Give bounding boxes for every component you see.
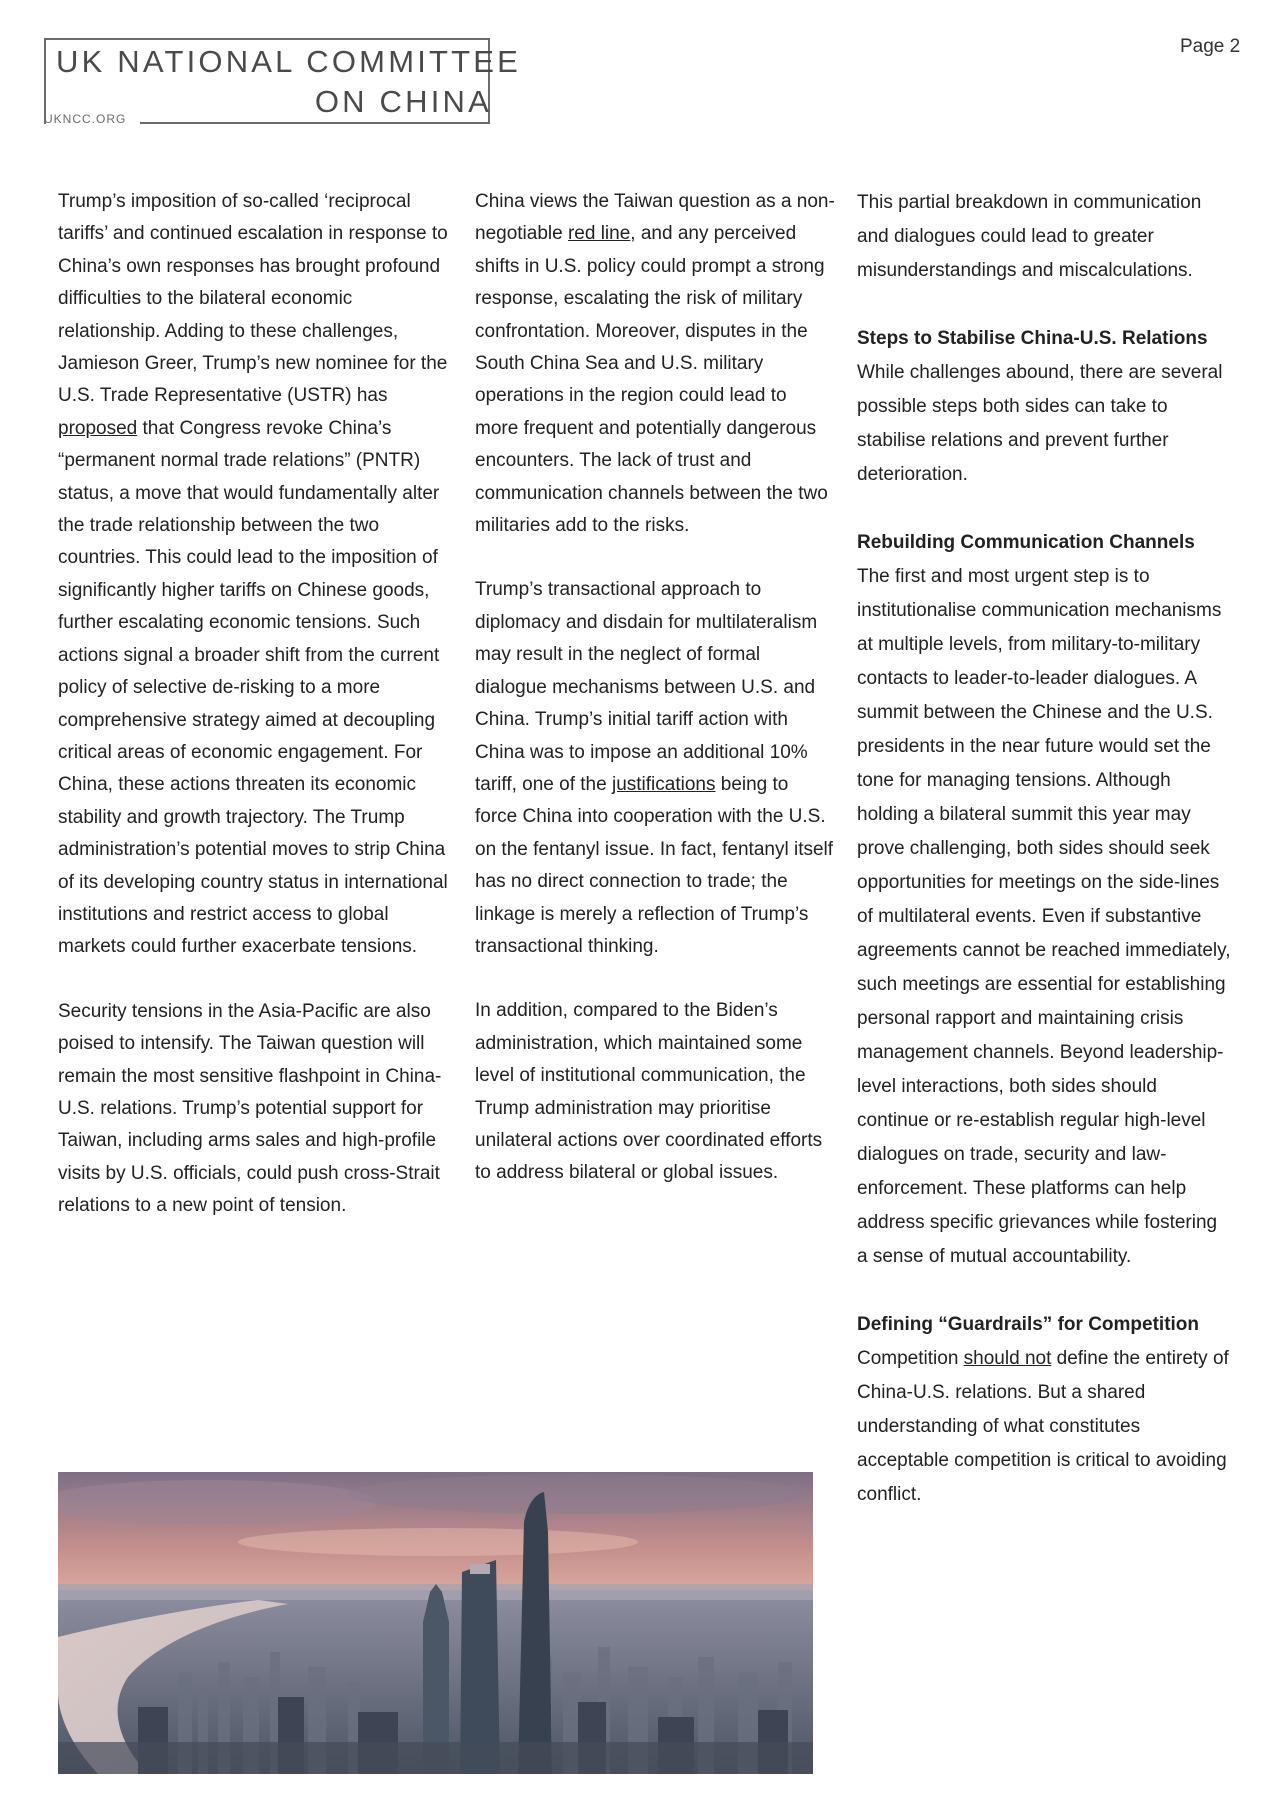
paragraph-security: Security tensions in the Asia-Pacific are also poised to intensify. The Taiwan question will remain the most sensitive flashpoint in China-U.S. relations. Trump’s potential support for Taiwan, including arms sales and high-profile visits by U.S. officials, could push cross-Strait relations to a new point of tension. — [58, 1000, 442, 1217]
paragraph-taiwan: China views the Taiwan question as a non-negotiable red line, and any perceived shifts in U.S. policy could prompt a strong response, escalating the risk of military confrontation. Moreover, disputes in the South China Sea and U.S. military operations in the region could lead to more frequent and potentially dangerous encounters. The lack of trust and communication channels between the two militaries add to the risks. — [475, 191, 835, 537]
page-number: Page 2 — [1180, 36, 1241, 57]
heading-rebuilding-communication: Rebuilding Communication Channels — [857, 532, 1195, 553]
column-3 — [857, 186, 1232, 1512]
paragraph-tariffs: Trump’s imposition of so-called ‘reciprocal tariffs’ and continued escalation in response to China’s own responses has brought profound difficulties to the bilateral economic relationship. Adding to these challenges, Jamieson Greer, Trump’s new nominee for the U.S. Trade Representative (USTR) has proposed that Congress revoke China’s “permanent normal trade relations” (PNTR) status, a move that would fundamentally alter the trade relationship between the two countries. This could lead to the imposition of significantly higher tariffs on Chinese goods, further escalating economic tensions. Such actions signal a broader shift from the current policy of selective de-risking to a more comprehensive strategy aimed at decoupling critical areas of economic engagement. For China, these actions threaten its economic stability and growth trajectory. The Trump administration’s potential moves to strip China of its developing country status in international institutions and restrict access to global markets could further exacerbate tensions. — [58, 191, 448, 958]
shanghai-skyline-photo — [58, 1472, 813, 1774]
heading-steps-to-stabilise: Steps to Stabilise China-U.S. Relations — [857, 328, 1208, 349]
paragraph-institutionalise: The first and most urgent step is to institutionalise communication mechanisms at multiple levels, from military-to-military contacts to leader-to-leader dialogues. A summit between the Chinese and the U.S. presidents in the near future would set the tone for managing tensions. Although holding a bilateral summit this year may prove challenging, both sides should seek opportunities for meetings on the side-lines of multilateral events. Even if substantive agreements cannot be reached immediately, such meetings are essential for establishing personal rapport and maintaining crisis management channels. Beyond leadership-level interactions, both sides should continue or re-establish regular high-level dialogues on trade, security and law-enforcement. These platforms can help address specific grievances while fostering a sense of mutual accountability. — [857, 566, 1231, 1267]
link-proposed[interactable]: proposed — [58, 417, 138, 439]
column-2 — [475, 186, 835, 1190]
logo-title-line2: ON CHINA — [314, 84, 492, 119]
ukncc-logo — [44, 38, 522, 130]
paragraph-breakdown: This partial breakdown in communication and dialogues could lead to greater misunderstandings and miscalculations. — [857, 192, 1202, 281]
paragraph-challenges-abound: While challenges abound, there are several possible steps both sides can take to stabilise relations and prevent further deterioration. — [857, 362, 1223, 485]
paragraph-transactional: Trump’s transactional approach to diplomacy and disdain for multilateralism may result in the neglect of formal dialogue mechanisms between U.S. and China. Trump’s initial tariff action with China was to impose an additional 10% tariff, one of the justifications being to force China into cooperation with the U.S. on the fentanyl issue. In fact, fentanyl itself has no direct connection to trade; the linkage is merely a reflection of Trump’s transactional thinking. — [475, 579, 834, 957]
paragraph-competition: Competition should not define the entirety of China-U.S. relations. But a shared understanding of what constitutes acceptable competition is critical to avoiding conflict. — [857, 1348, 1229, 1505]
link-should-not[interactable]: should not — [963, 1348, 1052, 1369]
heading-guardrails: Defining “Guardrails” for Competition — [857, 1314, 1200, 1335]
logo-title-line1: UK NATIONAL COMMITTEE — [56, 44, 522, 79]
link-red-line[interactable]: red line — [567, 223, 631, 245]
logo-underline — [140, 122, 490, 124]
link-justifications[interactable]: justifications — [611, 773, 716, 795]
paragraph-biden-comparison: In addition, compared to the Biden’s administration, which maintained some level of institutional communication, the Trump administration may prioritise unilateral actions over coordinated efforts to address bilateral or global issues. — [475, 1000, 823, 1184]
logo-url: UKNCC.ORG — [44, 112, 127, 126]
column-1 — [58, 186, 454, 1223]
